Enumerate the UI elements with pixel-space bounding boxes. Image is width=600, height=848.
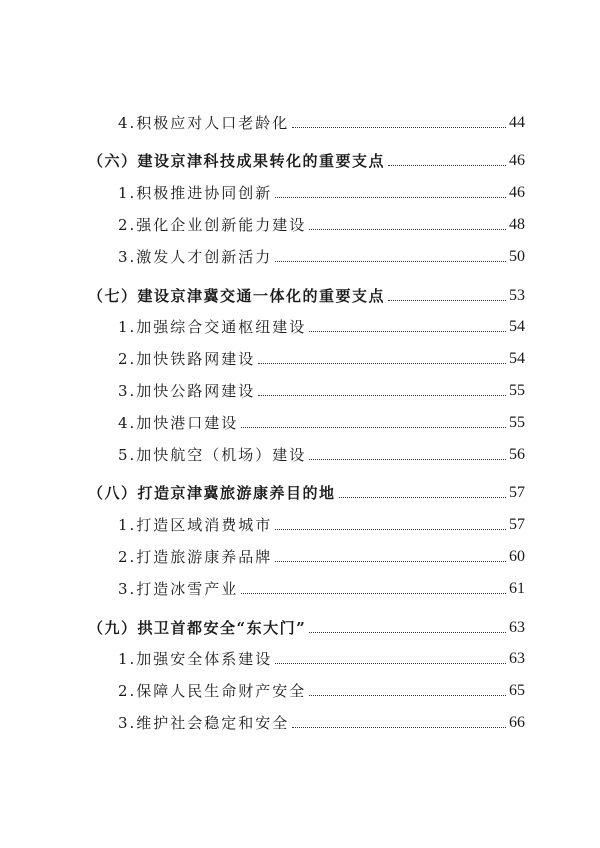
toc-entry-title: 4.加快港口建设 [118,414,239,432]
dot-leader [241,593,506,594]
toc-entry-title: 3.激发人才创新活力 [118,248,273,266]
toc-entry-page: 57 [509,516,525,533]
dot-leader [309,331,506,332]
dot-leader [258,395,506,396]
dot-leader [309,229,506,230]
toc-entry-page: 50 [509,248,525,265]
toc-section [88,479,525,503]
dot-leader [275,261,506,262]
toc-section-title: （七）建设京津冀交通一体化的重要支点 [88,287,386,305]
toc-entry-title: 2.保障人民生命财产安全 [118,682,307,700]
toc-section-page: 46 [509,152,525,169]
toc-entry-page: 66 [509,714,525,731]
toc-entry-page: 56 [509,446,525,463]
dot-leader [275,529,506,530]
toc-entry [118,313,525,337]
dot-leader [388,165,506,166]
toc-entry [118,345,525,369]
toc-section-page: 53 [509,287,525,304]
toc-section-title: （九）拱卫首都安全“东大门” [88,619,307,637]
toc-section [88,614,525,638]
toc-entry-title: 1.加强安全体系建设 [118,650,273,668]
toc-entry-title: 1.积极推进协同创新 [118,184,273,202]
toc-entry [118,441,525,465]
toc-entry [118,511,525,535]
toc-entry-page: 54 [509,318,525,335]
toc-entry-title: 4.积极应对人口老龄化 [118,114,290,132]
toc-entry-page: 48 [509,216,525,233]
toc-entry-page: 55 [509,382,525,399]
toc-entry-page: 63 [509,650,525,667]
toc-entry [118,243,525,267]
toc-section-page: 57 [509,484,525,501]
toc-section [88,147,525,171]
dot-leader [258,363,506,364]
toc-entry [118,109,525,133]
toc-entry-title: 5.加快航空（机场）建设 [118,446,307,464]
toc-entry-page: 54 [509,350,525,367]
toc-entry [118,179,525,203]
toc-section-page: 63 [509,619,525,636]
toc-entry-page: 60 [509,548,525,565]
toc-entry-page: 61 [509,580,525,597]
toc-section [88,282,525,306]
dot-leader [292,727,506,728]
toc-entry [118,377,525,401]
toc-entry-page: 65 [509,682,525,699]
toc-entry [118,543,525,567]
toc-entry-page: 44 [509,114,525,131]
toc-entry-title: 2.强化企业创新能力建设 [118,216,307,234]
dot-leader [275,663,506,664]
toc-entry-title: 3.加快公路网建设 [118,382,256,400]
dot-leader [241,427,506,428]
dot-leader [275,197,506,198]
toc-section-title: （八）打造京津冀旅游康养目的地 [88,484,336,502]
toc-entry-title: 3.打造冰雪产业 [118,580,239,598]
toc-entry-title: 2.加快铁路网建设 [118,350,256,368]
dot-leader [388,300,506,301]
toc-entry [118,409,525,433]
toc-entry-page: 46 [509,184,525,201]
toc-entry-page: 55 [509,414,525,431]
toc-entry-title: 1.加强综合交通枢纽建设 [118,318,307,336]
toc-entry [118,575,525,599]
toc-section-title: （六）建设京津科技成果转化的重要支点 [88,152,386,170]
dot-leader [309,632,506,633]
toc-entry [118,211,525,235]
toc-entry-title: 3.维护社会稳定和安全 [118,714,290,732]
dot-leader [309,459,506,460]
dot-leader [292,127,506,128]
toc-entry [118,677,525,701]
dot-leader [309,695,506,696]
toc-entry [118,645,525,669]
toc-entry-title: 1.打造区域消费城市 [118,516,273,534]
dot-leader [275,561,506,562]
toc-entry [118,709,525,733]
dot-leader [339,497,506,498]
toc-entry-title: 2.打造旅游康养品牌 [118,548,273,566]
